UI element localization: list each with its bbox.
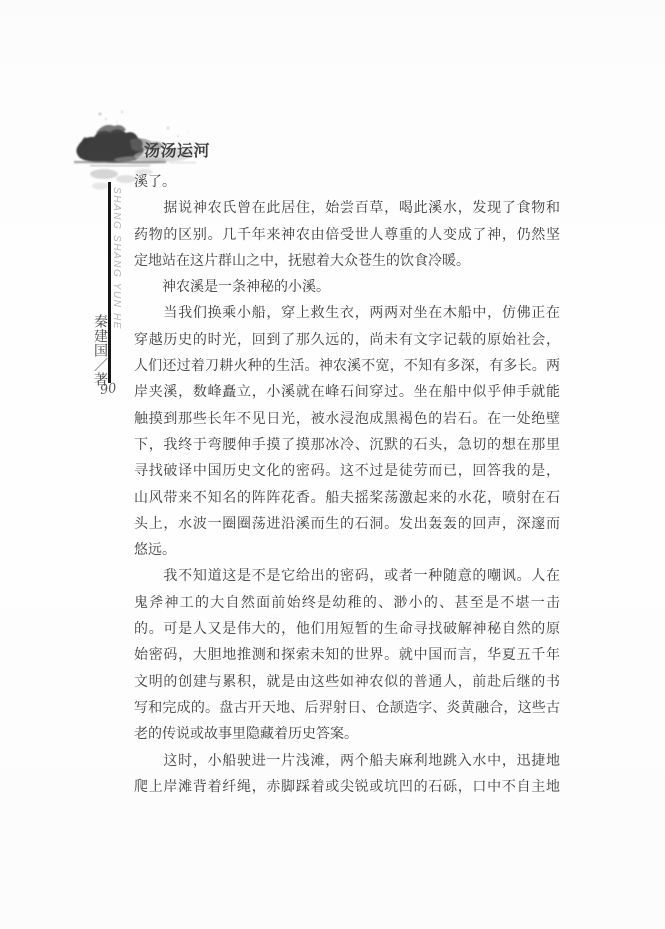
text-line: 这时，小船驶进一片浅滩，两个船夫麻利地跳入水中，迅捷地 <box>134 753 560 769</box>
text-line: 头上，水波一圈圈荡进沿溪而生的石洞。发出轰轰的回声，深邃而 <box>134 516 560 532</box>
text-line: 当我们换乘小船，穿上救生衣，两两对坐在木船中，仿佛正在 <box>134 306 560 322</box>
text-line: 穿越历史的时光，回到了那久远的，尚未有文字记载的原始社会， <box>134 332 560 348</box>
text-line: 神农溪是一条神秘的小溪。 <box>134 280 330 296</box>
text-line: 药物的区别。几千年来神农由倍受世人尊重的人变成了神，仍然坚 <box>134 227 560 243</box>
book-title: 汤汤运河 <box>144 143 211 160</box>
text-line: 下，我终于弯腰伸手摸了摸那冰冷、沉默的石头，急切的想在那里 <box>134 437 560 453</box>
text-line: 岸夹溪，数峰矗立，小溪就在峰石间穿过。坐在船中似乎伸手就能 <box>134 385 560 401</box>
text-line: 我不知道这是不是它给出的密码，或者一种随意的嘲讽。人在 <box>134 569 560 585</box>
text-line: 老的传说或故事里隐藏着历史答案。 <box>134 727 358 743</box>
text-line: 据说神农氏曾在此居住，始尝百草，喝此溪水，发现了食物和 <box>134 201 560 217</box>
text-line: 触摸到那些长年不见日光，被水浸泡成黑褐色的岩石。在一处绝壁 <box>134 411 560 427</box>
text-line: 寻找破译中国历史文化的密码。这不过是徒劳而已，回答我的是， <box>134 464 560 480</box>
text-line: 的。可是人又是伟大的，他们用短暂的生命寻找破解神秘自然的原 <box>134 622 560 638</box>
text-line: 悠远。 <box>134 543 176 559</box>
series-name-vertical: SHANG SHANG YUN HE <box>111 187 122 331</box>
text-line: 爬上岸滩背着纤绳，赤脚踩着或尖锐或坑凹的石砾，口中不自主地 <box>134 779 560 795</box>
author-name-vertical: 秦建国／著 <box>92 314 107 387</box>
text-line: 人们还过着刀耕火种的生活。神农溪不宽，不知有多深，有多长。两 <box>134 359 560 375</box>
text-line: 溪了。 <box>134 175 176 190</box>
text-block <box>134 170 560 801</box>
page-number: 90 <box>99 380 118 399</box>
text-line: 写和完成的。盘古开天地、后羿射日、仓颉造字、炎黄融合，这些古 <box>134 700 560 716</box>
text-line: 定地站在这片群山之中，抚慰着大众苍生的饮食冷暖。 <box>134 253 470 269</box>
text-line: 山风带来不知名的阵阵花香。船夫摇桨荡激起来的水花，喷射在石 <box>134 490 560 506</box>
text-line: 始密码，大胆地推测和探索未知的世界。就中国而言，华夏五千年 <box>134 648 560 664</box>
text-line: 鬼斧神工的大自然面前始终是幼稚的、渺小的、甚至是不堪一击 <box>134 595 560 611</box>
text-line: 文明的创建与累积，就是由这些如神农似的普通人，前赴后继的书 <box>134 674 560 690</box>
